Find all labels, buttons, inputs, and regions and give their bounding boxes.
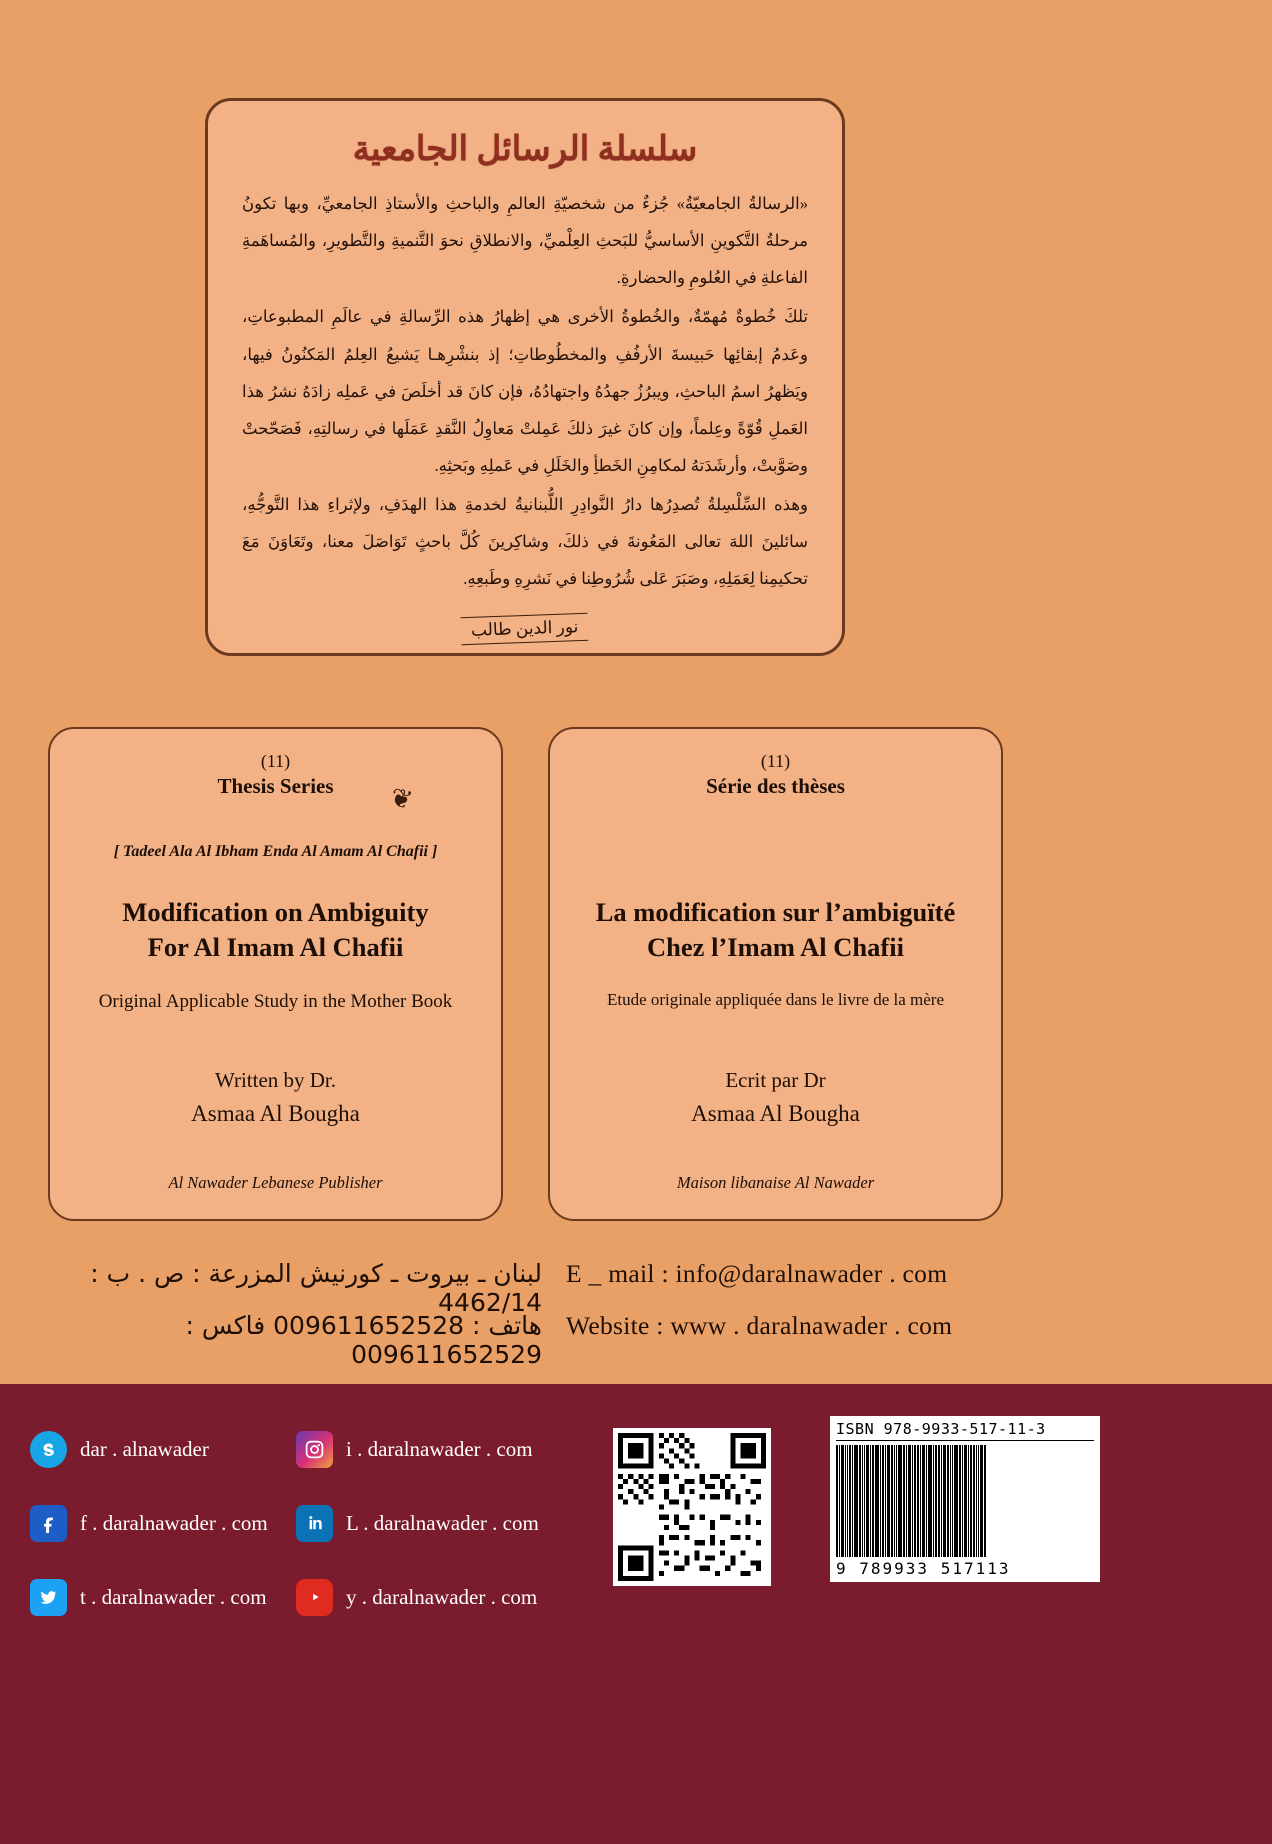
french-info-card [548,727,1003,1221]
series-statement-panel [205,98,845,656]
series-title: سلسلة الرسائل الجامعية [352,131,698,168]
social-label-instagram: i . daralnawader . com [346,1436,533,1461]
french-author-byline: Ecrit par Dr [725,1068,826,1092]
skype-icon [30,1431,67,1468]
social-label-facebook: f . daralnawader . com [80,1510,268,1535]
editor-signature [234,615,816,665]
youtube-icon [296,1579,333,1616]
social-label-linkedin: L . daralnawader . com [346,1510,539,1535]
english-book-title [74,895,477,965]
french-title-line-1: La modification sur l’ambiguïté [595,897,956,927]
english-author-byline: Written by Dr. [214,1068,337,1092]
social-link-instagram[interactable] [296,1431,533,1468]
social-link-facebook[interactable] [30,1505,296,1542]
social-row-1 [30,1418,590,1480]
social-links [30,1418,590,1640]
barcode-digits: 9 789933 517113 [836,1559,1011,1578]
french-series-number: (11) [760,751,791,771]
contact-block [0,1255,1272,1369]
social-row-3 [30,1566,590,1628]
series-paragraph-3: وهذه السِّلْسِلةُ تُصدِرُها دارُ النَّوادِرِ اللُّبنانيةُ لخدمةِ هذا الهدَفِ، ولإثراءِ هذا التَّوجُّهِ، سائلينَ اللهَ تعالى المَعُونةَ في ذلكَ، وشاكِرينَ كُلَّ باحثٍ تَوَاصَلَ معنا، وتَعَاوَنَ مَعَ تحكيمِنا لِعَمَلِهِ، وصَبَرَ عَلى شُرُوطِنا في نَشرِهِ وطَبعِهِ. [242,495,808,589]
series-paragraph-2: تلكَ خُطوةٌ مُهمّةٌ، والخُطوةُ الأخرى هي إظهارُ هذه الرِّسالةِ في عالَمِ المطبوعاتِ، وعَدمُ إبقائِها حَبيسةَ الأرفُفِ والمخطُوطاتِ؛ إذ بنشْرِهـا يَشيعُ العِلمُ المَكنُونُ فيها، ويَظهرُ اسمُ الباحثِ، ويبرُزُ جهدُهُ واجتهادُهُ، فإن كانَ قد أخلَصَ في عَملِه زادَهُ نشرُ هذا العَملِ قُوّةً وعِلماً، وإن كانَ غيرَ ذلكَ عَمِلتْ مَعاوِلُ النَّقدِ عَمَلَها في رسالتِهِ، فَصَحّحتْ وصَوَّبتْ، وأرشَدَتهُ لمكامِنِ الخَطأِ والخَلَلِ في عَملِهِ وبَحثِهِ. [242,307,808,475]
english-series-number: (11) [260,751,291,771]
english-title-line-2: For Al Imam Al Chafii [147,931,404,962]
english-transliteration: [ Tadeel Ala Al Ibham Enda Al Amam Al Chafii ] [113,843,438,860]
social-link-skype[interactable] [30,1431,296,1468]
qr-code-image [618,1433,766,1581]
english-info-card [48,727,503,1221]
contact-website[interactable]: Website : www . daralnawader . com [566,1311,953,1340]
french-book-title [574,895,977,965]
english-title-line-1: Modification on Ambiguity [122,897,429,927]
social-label-twitter: t . daralnawader . com [80,1584,267,1609]
footer-bar [0,1384,1272,1844]
isbn-number: ISBN 978-9933-517-11-3 [836,1420,1094,1441]
isbn-barcode [830,1416,1100,1582]
english-author-name: Asmaa Al Bougha [191,1100,360,1126]
social-link-twitter[interactable] [30,1579,296,1616]
social-row-2 [30,1492,590,1554]
french-series-label: Série des thèses [706,774,845,798]
qr-code [613,1428,771,1586]
french-title-line-2: Chez l’Imam Al Chafii [647,931,904,962]
english-subtitle: Original Applicable Study in the Mother Book [98,990,453,1012]
english-author-block [50,1065,501,1131]
english-publisher: Al Nawader Lebanese Publisher [168,1173,383,1192]
facebook-icon [30,1505,67,1542]
contact-phone-arabic: هاتف : 009611652528 فاكس : 009611652529 [185,1311,542,1369]
barcode-bars [836,1445,1094,1557]
social-label-youtube: y . daralnawader . com [346,1584,538,1609]
english-series-label: Thesis Series [217,774,334,798]
series-statement-text [234,185,816,597]
contact-address-arabic: لبنان ـ بيروت ـ كورنيش المزرعة : ص . ب : 4462/14 [90,1259,542,1317]
instagram-icon [296,1431,333,1468]
french-author-name: Asmaa Al Bougha [691,1100,860,1126]
contact-email[interactable]: E _ mail : info@daralnawader . com [566,1259,948,1288]
social-link-linkedin[interactable] [296,1505,539,1542]
french-subtitle: Etude originale appliquée dans le livre de la mère [606,989,945,1009]
twitter-icon [30,1579,67,1616]
french-author-block [550,1065,1001,1131]
social-label-skype: dar . alnawader [80,1436,209,1461]
series-paragraph-1: «الرسالةُ الجامعيّةُ» جُزءٌ من شخصيّةِ العالمِ والباحثِ والأستاذِ الجامعيِّ، وبها تكونُ مرحلةُ التَّكوينِ الأساسيُّ للبَحثِ العِلْميِّ، والانطلاقِ نحوَ التَّنميةِ والتَّطويرِ، والمُساهَمةِ الفاعلةِ في العُلومِ والحضارةِ. [242,194,808,288]
editor-signature-text: نور الدين طالب [461,613,589,645]
french-publisher: Maison libanaise Al Nawader [676,1173,875,1192]
ink-mark-icon: ❦ [387,782,416,816]
linkedin-icon [296,1505,333,1542]
social-link-youtube[interactable] [296,1579,537,1616]
